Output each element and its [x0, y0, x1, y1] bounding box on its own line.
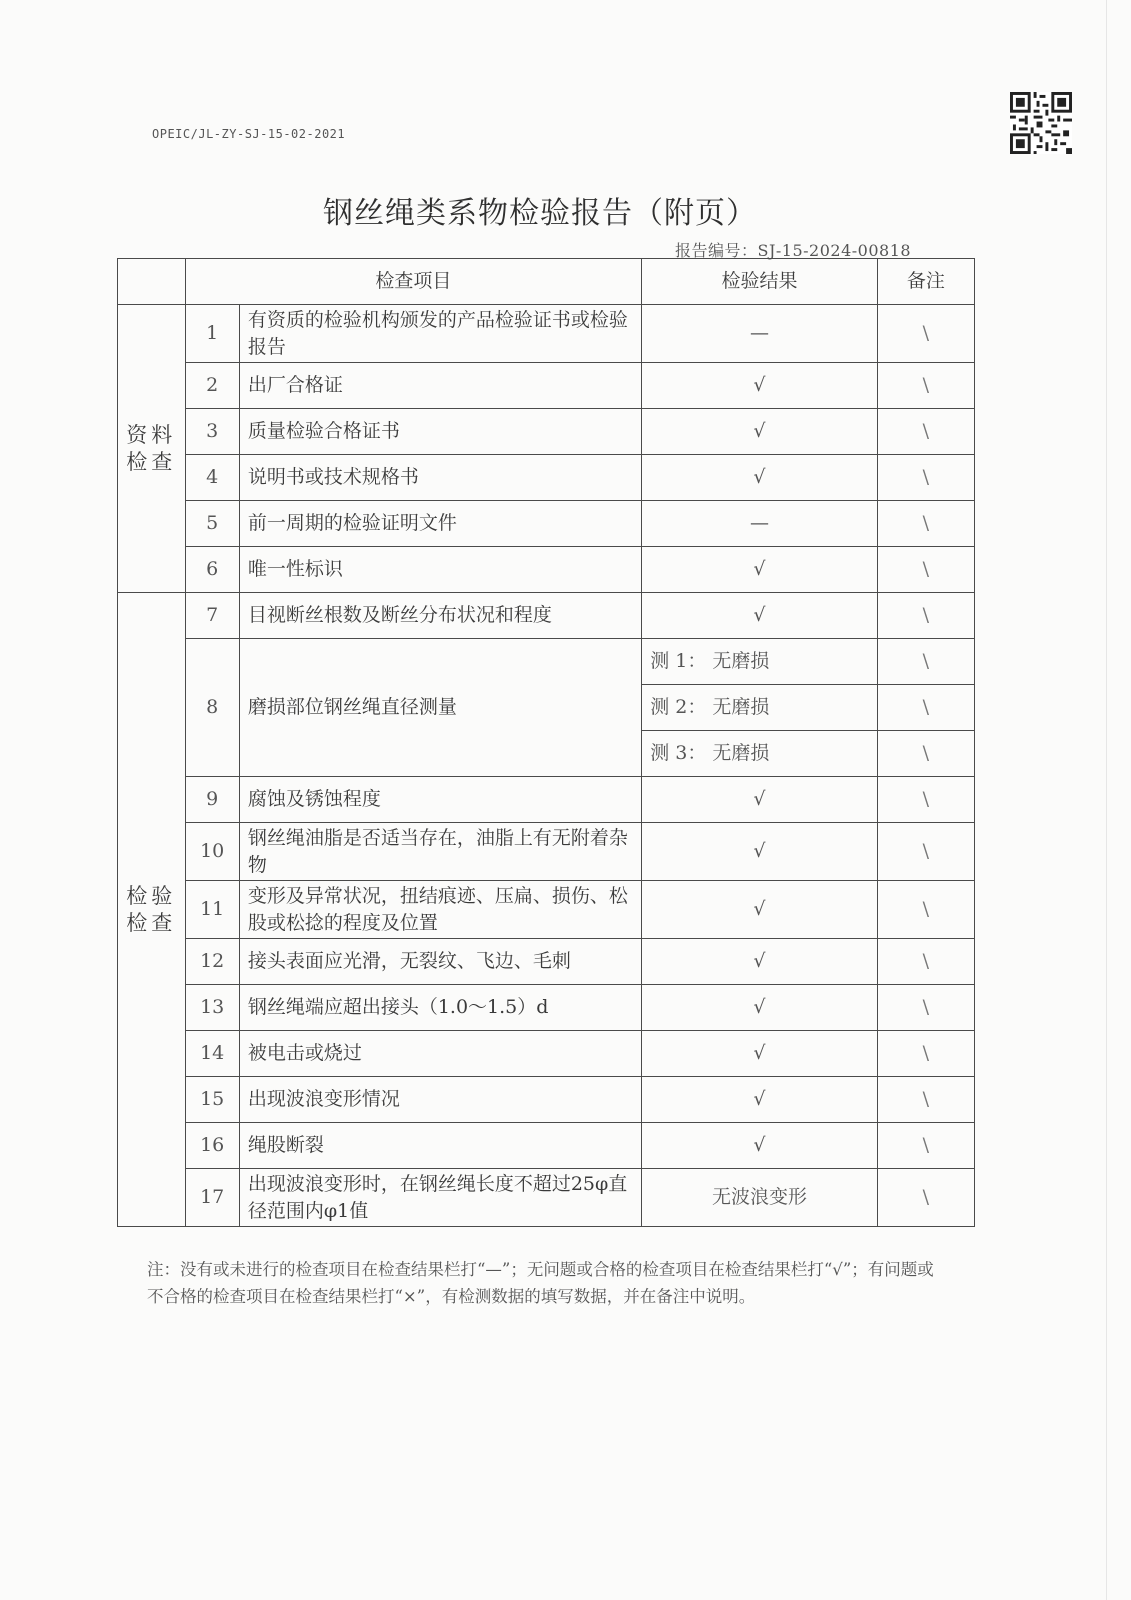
- row-number: 10: [185, 823, 239, 881]
- row-number: 15: [185, 1077, 239, 1123]
- table-row: [118, 1123, 975, 1169]
- row-remark: \: [877, 939, 974, 985]
- row-remark: \: [877, 639, 974, 685]
- row-item: 质量检验合格证书: [239, 409, 641, 455]
- row-remark: \: [877, 823, 974, 881]
- row-result-measure-1: 测 1： 无磨损: [642, 639, 877, 685]
- row-number: 16: [185, 1123, 239, 1169]
- table-header-row: [118, 259, 975, 305]
- inspection-table: [117, 258, 975, 1227]
- row-item: 变形及异常状况，扭结痕迹、压扁、损伤、松股或松捻的程度及位置: [239, 881, 641, 939]
- table-row: [118, 939, 975, 985]
- table-row: [118, 639, 975, 685]
- row-item: 钢丝绳端应超出接头（1.0～1.5）d: [239, 985, 641, 1031]
- row-number: 3: [185, 409, 239, 455]
- row-remark: \: [877, 1077, 974, 1123]
- row-item: 绳股断裂: [239, 1123, 641, 1169]
- table-row: [118, 409, 975, 455]
- row-number: 7: [185, 593, 239, 639]
- row-remark: \: [877, 501, 974, 547]
- row-remark: \: [877, 593, 974, 639]
- report-number: 报告编号：SJ-15-2024-00818: [675, 241, 912, 260]
- row-item: 被电击或烧过: [239, 1031, 641, 1077]
- row-item: 接头表面应光滑，无裂纹、飞边、毛刺: [239, 939, 641, 985]
- row-result: √: [642, 777, 877, 823]
- row-number: 14: [185, 1031, 239, 1077]
- row-result-measure-2: 测 2： 无磨损: [642, 685, 877, 731]
- page-edge-line: [1106, 0, 1107, 1600]
- row-result: √: [642, 1031, 877, 1077]
- table-row: [118, 455, 975, 501]
- row-number: 12: [185, 939, 239, 985]
- header-item: 检查项目: [185, 259, 642, 305]
- row-result: √: [642, 939, 877, 985]
- row-result: √: [642, 409, 877, 455]
- table-row: [118, 881, 975, 939]
- row-remark: \: [877, 547, 974, 593]
- table-row: [118, 1077, 975, 1123]
- row-result: √: [642, 593, 877, 639]
- row-item: 说明书或技术规格书: [239, 455, 641, 501]
- row-result: √: [642, 455, 877, 501]
- row-remark: \: [877, 685, 974, 731]
- row-remark: \: [877, 881, 974, 939]
- group-label-inspection-check: 检验 检查: [118, 593, 186, 1227]
- header-remark: 备注: [877, 259, 974, 305]
- row-result: √: [642, 985, 877, 1031]
- report-title: 钢丝绳类系物检验报告（附页）: [323, 196, 757, 231]
- document-code: OPEIC/JL-ZY-SJ-15-02-2021: [152, 127, 346, 141]
- header-blank-cell: [118, 259, 186, 305]
- row-result: —: [642, 501, 877, 547]
- row-item: 磨损部位钢丝绳直径测量: [239, 639, 641, 777]
- row-remark: \: [877, 777, 974, 823]
- row-item: 目视断丝根数及断丝分布状况和程度: [239, 593, 641, 639]
- row-number: 9: [185, 777, 239, 823]
- row-item: 出厂合格证: [239, 363, 641, 409]
- row-number: 17: [185, 1169, 239, 1227]
- row-result: √: [642, 547, 877, 593]
- row-number: 4: [185, 455, 239, 501]
- table-row: [118, 305, 975, 363]
- row-number: 5: [185, 501, 239, 547]
- row-item: 出现波浪变形情况: [239, 1077, 641, 1123]
- table-row: [118, 1031, 975, 1077]
- table-row: [118, 985, 975, 1031]
- row-number: 6: [185, 547, 239, 593]
- header-result: 检验结果: [642, 259, 877, 305]
- row-remark: \: [877, 1169, 974, 1227]
- row-number: 13: [185, 985, 239, 1031]
- table-row: [118, 593, 975, 639]
- row-number: 2: [185, 363, 239, 409]
- row-remark: \: [877, 731, 974, 777]
- table-row: [118, 777, 975, 823]
- footnote: 注：没有或未进行的检查项目在检查结果栏打“—”；无问题或合格的检查项目在检查结果栏打“√”；有问题或不合格的检查项目在检查结果栏打“×”，有检测数据的填写数据，并在备注中说明。: [147, 1260, 934, 1306]
- table-row: [118, 823, 975, 881]
- group-label-document-check: 资料 检查: [118, 305, 186, 593]
- row-result: √: [642, 1077, 877, 1123]
- row-result: √: [642, 881, 877, 939]
- table-row: [118, 363, 975, 409]
- row-result: √: [642, 1123, 877, 1169]
- row-item: 有资质的检验机构颁发的产品检验证书或检验报告: [239, 305, 641, 363]
- table-row: [118, 547, 975, 593]
- row-remark: \: [877, 985, 974, 1031]
- row-result: √: [642, 823, 877, 881]
- row-remark: \: [877, 1031, 974, 1077]
- row-remark: \: [877, 1123, 974, 1169]
- table-row: [118, 501, 975, 547]
- row-item: 唯一性标识: [239, 547, 641, 593]
- row-item: 前一周期的检验证明文件: [239, 501, 641, 547]
- row-number: 1: [185, 305, 239, 363]
- row-item: 出现波浪变形时，在钢丝绳长度不超过25φ直径范围内φ1值: [239, 1169, 641, 1227]
- row-item: 腐蚀及锈蚀程度: [239, 777, 641, 823]
- row-result: 无波浪变形: [642, 1169, 877, 1227]
- row-remark: \: [877, 363, 974, 409]
- row-item: 钢丝绳油脂是否适当存在，油脂上有无附着杂物: [239, 823, 641, 881]
- row-number: 8: [185, 639, 239, 777]
- row-remark: \: [877, 455, 974, 501]
- table-row: [118, 1169, 975, 1227]
- row-remark: \: [877, 409, 974, 455]
- row-result: √: [642, 363, 877, 409]
- row-remark: \: [877, 305, 974, 363]
- row-result: —: [642, 305, 877, 363]
- row-number: 11: [185, 881, 239, 939]
- qr-code-icon: [1010, 92, 1072, 154]
- row-result-measure-3: 测 3： 无磨损: [642, 731, 877, 777]
